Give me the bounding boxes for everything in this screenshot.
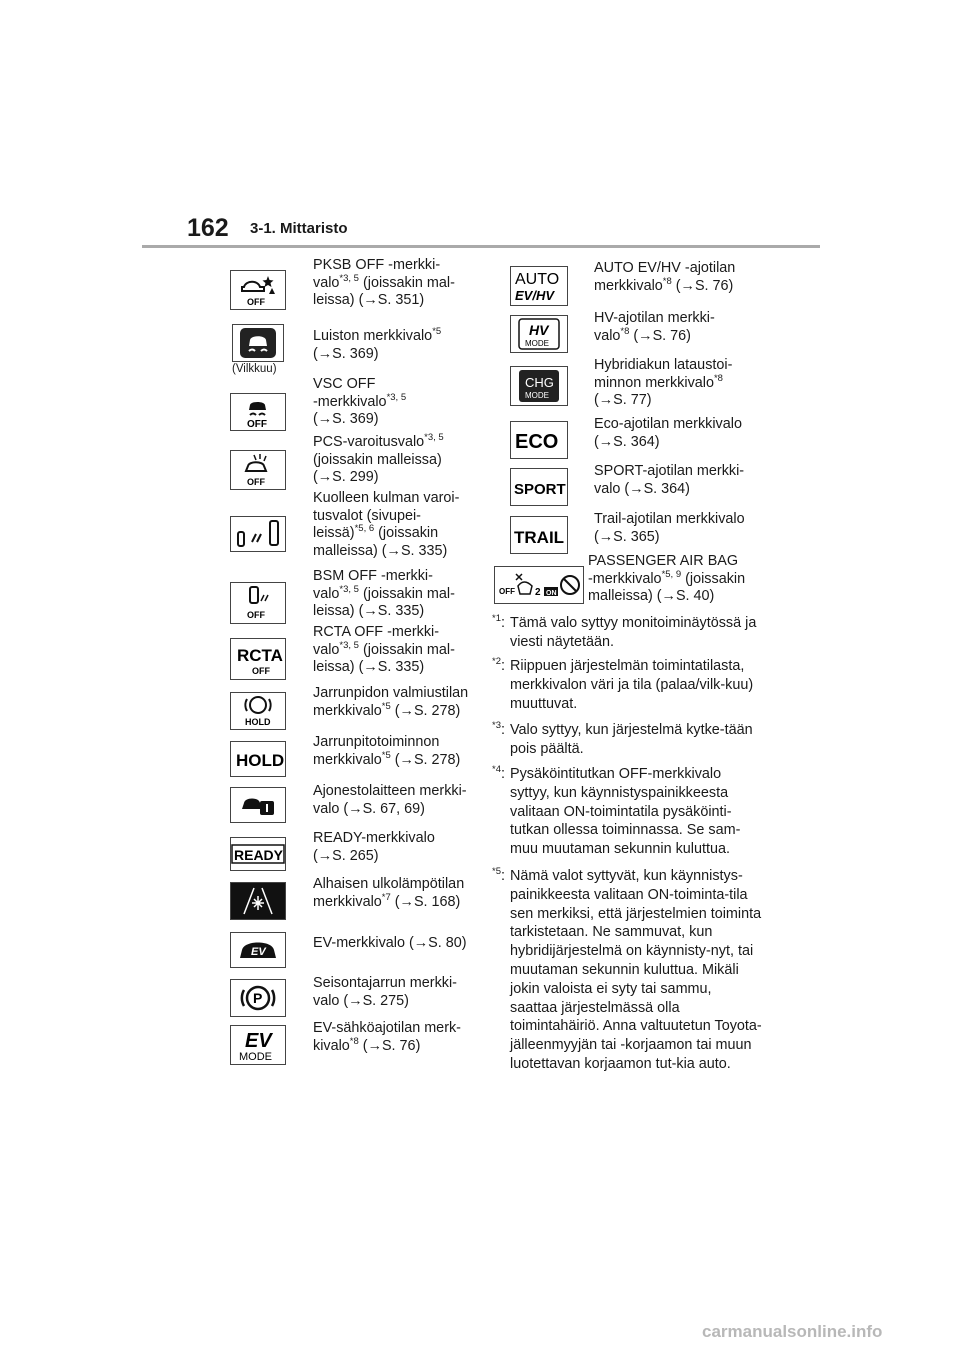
ready-icon [230, 837, 286, 871]
svg-text:OFF: OFF [252, 666, 270, 676]
right-desc-1: HV-ajotilan merkki- valo$^{*8}$ (→S. 76) [594, 310, 715, 344]
low-temperature-icon [230, 882, 286, 920]
svg-text:READY: READY [234, 847, 284, 863]
chg-mode-icon [510, 366, 568, 406]
svg-text:2: 2 [535, 587, 541, 598]
right-desc-3: Eco-ajotilan merkkivalo (→S. 364) [594, 416, 742, 450]
passenger-airbag-icon [494, 566, 584, 604]
left-desc-5: BSM OFF -merkki- valo$^{*3, 5}$ (joissakin mal- leissa) (→S. 335) [313, 568, 455, 619]
svg-text:MODE: MODE [525, 391, 549, 400]
svg-text:OFF: OFF [247, 610, 265, 620]
svg-text:SPORT: SPORT [514, 481, 566, 498]
pksb-off-icon [230, 270, 286, 310]
left-desc-7: Jarrunpidon valmiustilan merkkivalo$^{*5}$ (→S. 278) [313, 685, 469, 719]
icon-label: OFF [247, 297, 265, 307]
svg-text:MODE: MODE [239, 1051, 272, 1063]
page-number: 162 [187, 214, 229, 242]
brake-hold-active-icon [230, 741, 286, 777]
footnote-5: $^{*5}$: Nämä valot syttyvät, kun käynnistys-painikkeesta valitaan ON-toiminta-tila sen merkiksi, että järjestelmien toiminta tarkistetaan. Ne sammuvat, kun hybridijärjestelmä on käynnisty-nyt, tai muutaman sekunnin kuluttua. Mikäli jokin valoista ei syty tai sammu, saattaa järjestelmässä olla toimintahäiriö. Anna valtuutetun Toyota-jälleenmyyjän tai -korjaamon tai muun luotettavan korjaamon tut-kia auto. [492, 866, 762, 1072]
pcs-warning-icon [230, 450, 286, 490]
ev-mode-icon [230, 1025, 286, 1065]
header-rule [142, 245, 820, 248]
eco-icon [510, 421, 568, 459]
footnote-2: $^{*2}$: Riippuen järjestelmän toimintatilasta, merkkivalon väri ja tila (palaa/vilk-kuu) muuttuvat. [492, 656, 754, 712]
slip-indicator-icon [232, 324, 284, 362]
svg-text:TRAIL: TRAIL [514, 528, 565, 547]
right-desc-5: Trail-ajotilan merkkivalo (→S. 365) [594, 511, 745, 545]
trail-icon [510, 516, 568, 554]
section-title: 3-1. Mittaristo [250, 220, 348, 237]
ev-indicator-icon [230, 932, 286, 968]
bsm-off-icon [230, 582, 286, 624]
rcta-off-icon [230, 638, 286, 680]
right-desc-6: PASSENGER AIR BAG -merkkivalo$^{*5, 9}$ (joissakin malleissa) (→S. 40) [588, 553, 746, 604]
svg-text:AUTO: AUTO [515, 271, 560, 288]
svg-text:EV/HV: EV/HV [515, 288, 555, 303]
left-desc-1: Luiston merkkivalo$^{*5}$ (→S. 369) [313, 326, 442, 362]
left-desc-10: READY-merkkivalo (→S. 265) [313, 830, 435, 864]
svg-text:HV: HV [529, 322, 549, 338]
svg-text:P: P [253, 990, 263, 1006]
svg-text:EV: EV [245, 1030, 272, 1052]
footnote-1: $^{*1}$: Tämä valo syttyy monitoiminäytössä ja viesti näytetään. [492, 613, 757, 650]
svg-text:ECO: ECO [515, 431, 559, 453]
parking-brake-icon [230, 979, 286, 1017]
left-desc-0: PKSB OFF -merkki- valo$^{*3, 5}$ (joissakin mal- leissa) (→S. 351) [313, 257, 455, 308]
svg-text:EV: EV [251, 946, 266, 958]
left-desc-13: Seisontajarrun merkki- valo (→S. 275) [313, 975, 457, 1009]
security-indicator-icon [230, 787, 286, 823]
right-desc-4: SPORT-ajotilan merkki- valo (→S. 364) [594, 463, 745, 497]
footnote-3: $^{*3}$: Valo syttyy, kun järjestelmä kytke-tään pois päältä. [492, 720, 753, 757]
left-desc-8: Jarrunpitotoiminnon merkkivalo$^{*5}$ (→S. 278) [313, 734, 461, 768]
right-desc-2: Hybridiakun lataustoi- minnon merkkivalo$^{*8}$ (→S. 77) [594, 357, 733, 408]
svg-text:OFF: OFF [247, 477, 265, 487]
svg-text:ON: ON [546, 590, 557, 597]
left-desc-9: Ajonestolaitteen merkki- valo (→S. 67, 69) [313, 783, 467, 817]
svg-text:CHG: CHG [525, 375, 554, 390]
left-desc-6: RCTA OFF -merkki- valo$^{*3, 5}$ (joissakin mal- leissa) (→S. 335) [313, 624, 455, 675]
svg-text:MODE: MODE [525, 339, 549, 348]
footnote-4: $^{*4}$: Pysäköintitutkan OFF-merkkivalo syttyy, kun käynnistyspainikkeesta valitaan ON-toimintatila pysäköinti-tutkan ollessa toiminnassa. Se sam-muu muutaman sekunnin kuluttua. [492, 764, 741, 858]
watermark-logo: carmanualsonline.info [702, 1322, 883, 1341]
svg-text:OFF: OFF [247, 419, 267, 429]
svg-text:OFF: OFF [499, 587, 515, 596]
left-desc-12: EV-merkkivalo (→S. 80) [313, 935, 467, 951]
hv-mode-icon [510, 315, 568, 353]
left-desc-11: Alhaisen ulkolämpötilan merkkivalo$^{*7}$ (→S. 168) [313, 876, 465, 910]
svg-text:HOLD: HOLD [236, 751, 284, 770]
left-desc-2: VSC OFF -merkkivalo$^{*3, 5}$ (→S. 369) [313, 376, 407, 427]
right-desc-0: AUTO EV/HV -ajotilan merkkivalo$^{*8}$ (→S. 76) [594, 260, 736, 294]
sport-icon [510, 468, 568, 506]
left-desc-4: Kuolleen kulman varoi- tusvalot (sivupei- leissä)$^{*5, 6}$ (joissakin malleissa) (→S. 335) [313, 490, 460, 559]
left-desc-14: EV-sähköajotilan merk- kivalo$^{*8}$ (→S. 76) [313, 1020, 461, 1054]
auto-ev-hv-icon [510, 266, 568, 306]
page-header [0, 0, 960, 250]
flashing-caption: (Vilkkuu) [232, 363, 277, 375]
left-desc-3: PCS-varoitusvalo$^{*3, 5}$ (joissakin malleissa) (→S. 299) [313, 432, 444, 485]
blind-spot-icon [230, 516, 286, 552]
svg-text:HOLD: HOLD [245, 717, 271, 727]
vsc-off-icon [230, 393, 286, 431]
svg-text:RCTA: RCTA [237, 646, 283, 665]
brake-hold-standby-icon [230, 692, 286, 730]
